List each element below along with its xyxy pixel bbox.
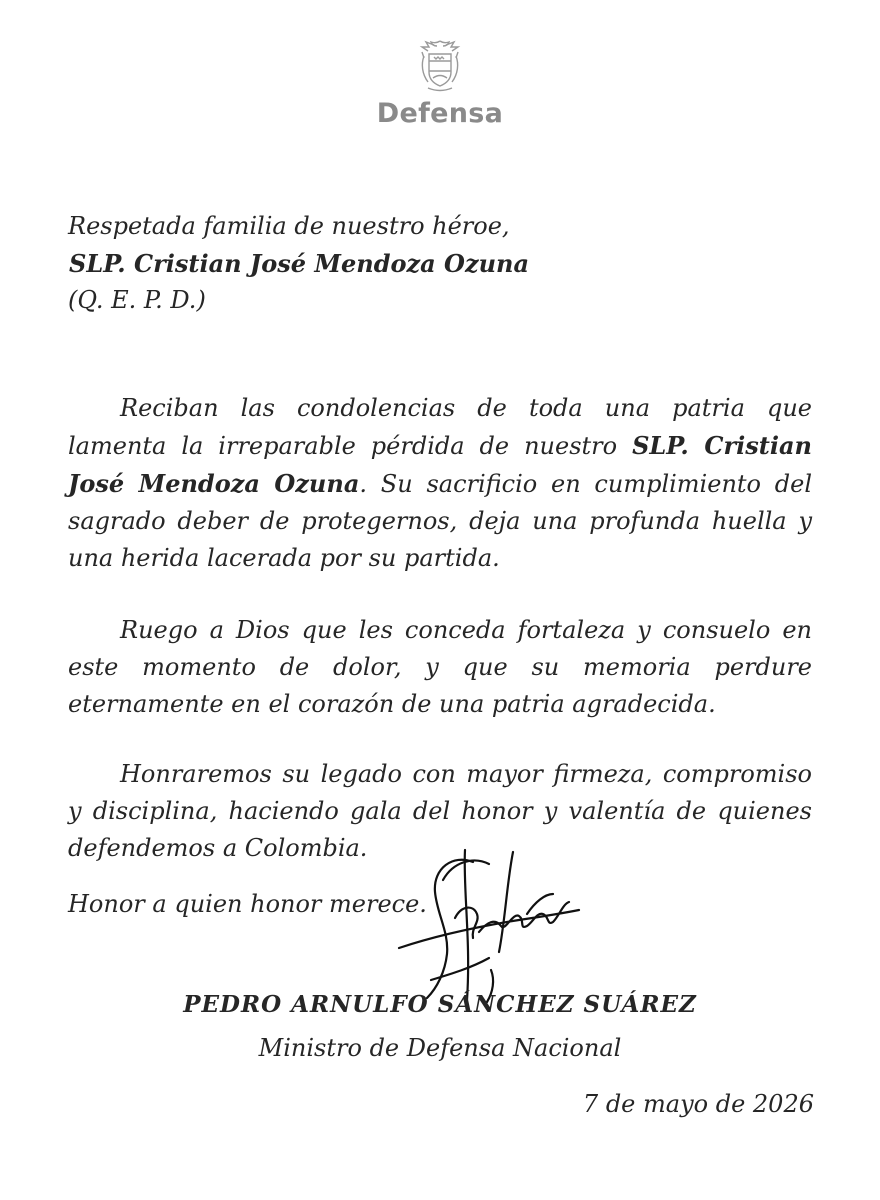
paragraph-prayer: Ruego a Dios que les conceda fortaleza y consuelo en este momento de dolor, y que su memoria perdure eternamente en el corazón de una patria agradecida. [68,616,812,718]
salutation [68,208,828,319]
signer-name: PEDRO ARNULFO SÁNCHEZ SUÁREZ [183,991,697,1018]
letter-date: 7 de mayo de 2026 [582,1090,814,1118]
handwritten-signature-icon [395,840,585,1010]
salutation-rip: (Q. E. P. D.) [68,286,206,314]
brand-name: Defensa [376,98,504,129]
signer-role: Ministro de Defensa Nacional [258,1034,622,1062]
colombia-coat-of-arms-icon [418,38,462,94]
paragraph-condolences [68,390,812,577]
ministry-logo [360,38,520,129]
paragraph-honoree-name: SLP. Cristian José Mendoza Ozuna [68,431,813,498]
paragraph-legacy: Honraremos su legado con mayor firmeza, compromiso y disciplina, haciendo gala del honor y valentía de quienes defendemos a Colombia. [68,760,812,862]
salutation-greeting: Respetada familia de nuestro héroe, [68,212,510,240]
paragraph-condolences-end: . Su sacrificio en cumplimiento del sagrado deber de protegernos, deja una profunda huella y una herida lacerada por su partida. [68,470,812,572]
salutation-honoree-name: SLP. Cristian José Mendoza Ozuna [69,249,530,278]
closing-line: Honor a quien honor merece. [68,890,427,918]
paragraph-condolences-start: Reciban las condolencias de toda una patria que lamenta la irreparable pérdida de nuestro [68,394,812,460]
